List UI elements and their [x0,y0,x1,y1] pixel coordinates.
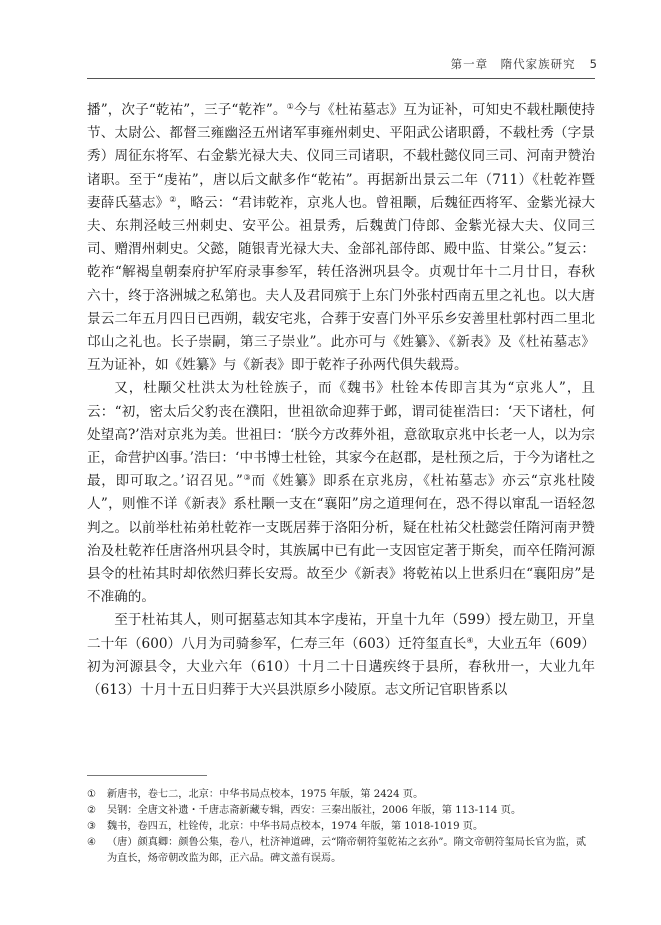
paragraph [87,99,595,377]
chapter-title: 第一章 隋代家族研究 [450,57,576,71]
footnote-ref[interactable]: ④ [466,635,474,645]
text-run: 而《姓纂》即系在京兆房，《杜祐墓志》亦云“京兆杜陵人”，则惟不详《新表》系杜颙一支在“襄阳”房之道理何在，恐不得以窜乱一语轻忽判之。以前举杜祐弟杜乾祚一支既居葬于洛阳分析，疑在杜祐父杜懿尝任隋河南尹赞治及杜乾祚任唐洛州巩县令时，其族属中已有此一支因宦定著于斯矣，而卒任隋河源县令的杜祐其时却依然归葬长安焉。故至少《新表》将乾祐以上世系归在“襄阳房”是不准确的。 [87,473,595,606]
footnote [87,819,595,835]
text-run: 播”，次子“乾祐”，三子“乾祚”。 [87,102,287,118]
footnotes [87,787,595,867]
text-run: 今与《杜祐墓志》互为证补，可知史不载杜颙使持节、太尉公、都督三雍幽泾五州诸军事雍州刺史、平阳武公诸职爵，不载杜秀（字景秀）周征东将军、右金紫光禄大夫、仪同三司诸职，不载杜懿仪同三司、河南尹赞治诸职。至于“虔祐”，唐以后文献多作“乾祐”。再据新出景云二年（711）《杜乾祚暨妻薛氏墓志》 [87,102,596,211]
footnote-number: ④ [87,837,97,848]
text-run: ，大业五年（609）初为河源县令，大业六年（610）十月二十日遘疾终于县所，春秋卅一，大业九年（613）十月十五日归葬于大兴县洪原乡小陵原。志文所记官职皆系以 [87,635,595,699]
footnote-ref[interactable]: ③ [242,473,252,483]
footnote-text: （唐）颜真卿：颜鲁公集，卷八，杜济神道碑，云“隋帝朝符玺乾祐之玄孙”。隋文帝朝符玺局长官为监，贰为直长，炀帝朝改监为郎，正六品。碑文盖有误焉。 [107,837,587,864]
footnote-text: 新唐书，卷七二，北京：中华书局点校本，1975 年版，第 2424 页。 [107,789,424,800]
footnote-rule [87,775,207,776]
footnote-number: ③ [87,821,97,832]
footnote-ref[interactable]: ① [286,102,294,111]
paragraph [87,609,595,702]
text-run: 又，杜颙父杜洪太为杜铨族子，而《魏书》杜铨本传即言其为“京兆人”，且云：“初，密太后父豹丧在濮阳，世祖欲命迎葬于邺，谓司徒崔浩曰：‘天下诸杜，何处望高?’浩对京兆为美。世祖曰：‘朕今方改葬外祖，意欲取京兆中长老一人，以为宗正，命营护凶事。’浩曰：‘中书博士杜铨，其家今在赵郡，是杜预之后，于今为诸杜之最，即可取之。’诏召见。” [87,380,595,490]
footnote-ref[interactable]: ② [169,194,177,204]
footnote [87,787,595,803]
footnote [87,835,595,867]
text-run: 至于杜祐其人，则可据墓志知其本字虔祐，开皇十九年（599）授左勋卫，开皇二十年（600）八月为司骑参军，仁寿三年（603）迁符玺直长 [87,612,595,652]
main-text [87,99,595,702]
footnote [87,803,595,819]
footnote-number: ② [87,805,97,816]
footnote-text: 吴钢：全唐文补遗・千唐志斋新藏专辑，西安：三秦出版社，2006 年版，第 113-114 页。 [107,805,522,816]
footnote-number: ① [87,789,97,800]
running-header [87,56,597,76]
page-number: 5 [589,57,597,71]
text-run: ，略云：“君讳乾祚，京兆人也。曾祖颙，后魏征西将军、金紫光禄大夫、东荆泾岐三州刺史、安平公。祖景秀，后魏黄门侍郎、金紫光禄大夫、仪同三司、赠渭州刺史。父懿，随银青光禄大夫、金部礼部侍郎、殿中监、甘棠公。”复云：乾祚“解褐皇朝秦府护军府录事参军，转任洛洲巩县令。贞观廿年十二月廿日，春秋六十，终于洛洲城之私第也。夫人及君同殡于上东门外张村西南五里之礼也。以大唐景云二年五月四日已西朔，载安宅兆，合葬于安喜门外平乐乡安善里杜郭村西二里北邙山之礼也。长子崇嗣，第三子崇业”。此亦可与《姓纂》、《新表》及《杜祐墓志》互为证补，如《姓纂》与《新表》即于乾祚子孙两代俱失载焉。 [87,194,596,374]
paragraph [87,377,595,609]
header-rule [87,78,595,79]
footnote-text: 魏书，卷四五，杜铨传，北京：中华书局点校本，1974 年版，第 1018-1019 页。 [107,821,484,832]
